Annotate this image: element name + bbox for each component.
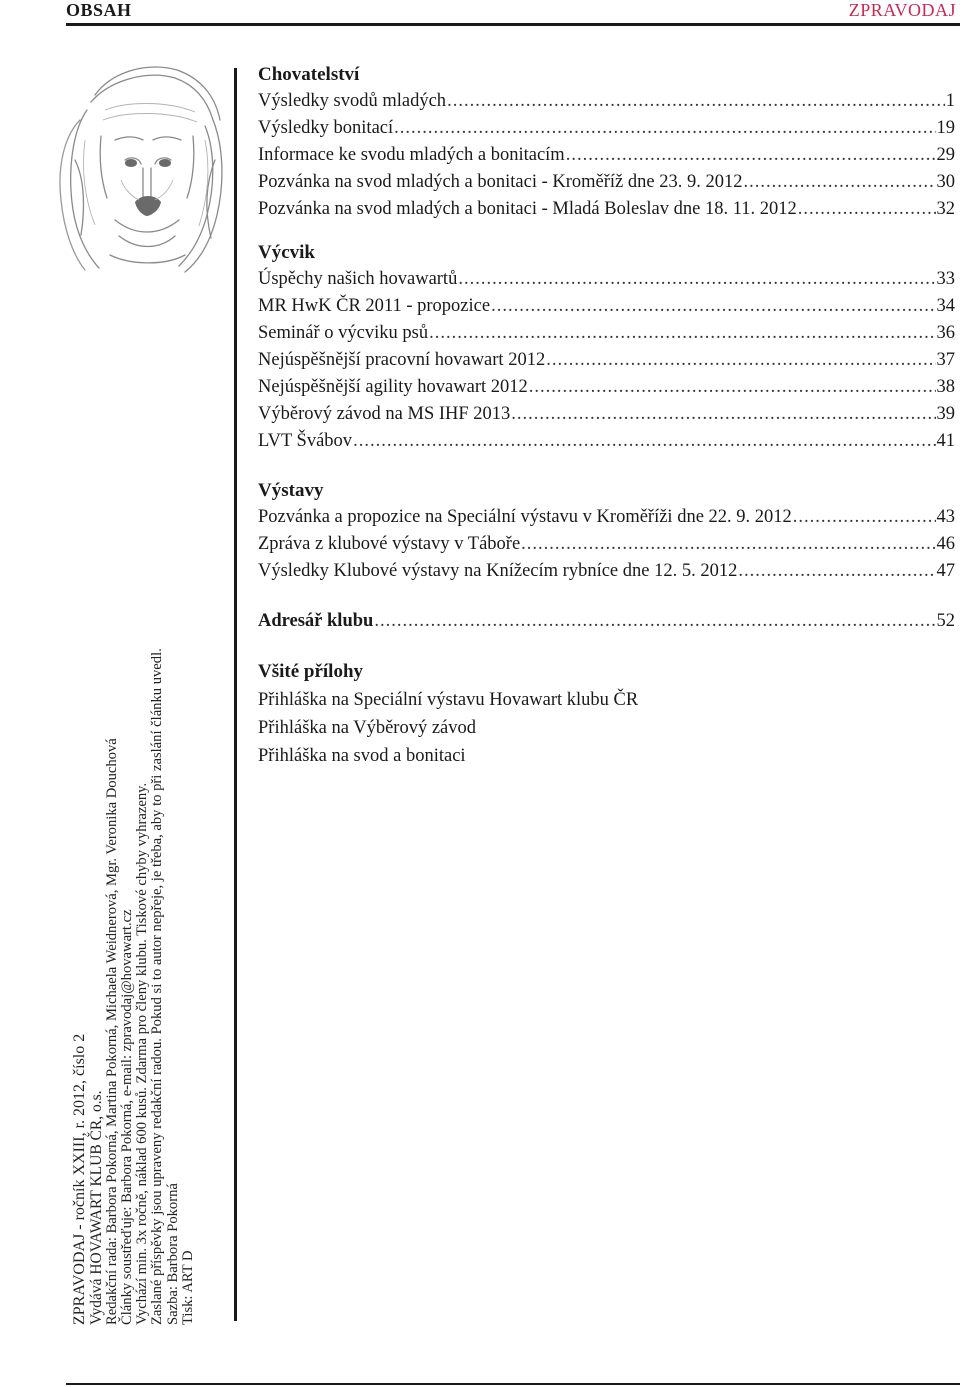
toc-entry[interactable] — [258, 293, 955, 320]
entry-page: 36 — [936, 323, 955, 343]
table-of-contents — [258, 61, 955, 770]
entry-title: MR HwK ČR 2011 - propozice — [258, 296, 491, 316]
colophon-line: Zaslané příspěvky jsou upraveny redakční radou. Pokud si to autor nepřeje, je třeba, aby to při zaslání článku uvedl. — [149, 648, 166, 1325]
colophon-line: Redakční rada: Barbora Pokorná, Martina Pokorná, Michaela Weidnerová, Mgr. Veronika Douchová — [103, 738, 120, 1325]
entry-page: 37 — [936, 350, 955, 370]
toc-section-vystavy — [258, 477, 955, 585]
toc-entry[interactable] — [258, 531, 955, 558]
toc-entry[interactable] — [258, 504, 955, 531]
toc-entry[interactable] — [258, 142, 955, 169]
leader-dots — [798, 196, 936, 223]
section-title: Výstavy — [258, 480, 324, 501]
entry-page: 33 — [936, 269, 955, 289]
entry-page: 41 — [936, 431, 955, 451]
annex-item: Přihláška na Speciální výstavu Hovawart klubu ČR — [258, 690, 639, 710]
toc-entry[interactable] — [258, 88, 955, 115]
entry-page: 30 — [936, 172, 955, 192]
dog-illustration — [55, 40, 227, 275]
toc-entry[interactable] — [258, 428, 955, 455]
colophon — [72, 565, 196, 1325]
leader-dots — [374, 608, 935, 635]
toc-entry[interactable] — [258, 266, 955, 293]
leader-dots — [511, 401, 935, 428]
entry-title: Výběrový závod na MS IHF 2013 — [258, 404, 511, 424]
entry-title: Výsledky Klubové výstavy na Knížecím rybníce dne 12. 5. 2012 — [258, 561, 738, 581]
entry-page: 46 — [936, 534, 955, 554]
entry-title: Úspěchy našich hovawartů — [258, 269, 458, 289]
toc-entry[interactable] — [258, 401, 955, 428]
entry-page: 52 — [936, 611, 955, 631]
entry-title: Nejúspěšnější agility hovawart 2012 — [258, 377, 528, 397]
entry-page: 29 — [936, 145, 955, 165]
toc-section-chovatelstvi — [258, 61, 955, 223]
entry-page: 39 — [936, 404, 955, 424]
toc-section-vycvik — [258, 239, 955, 455]
colophon-line: Vychází min. 3x ročně, náklad 600 kusů. Zdarma pro členy klubu. Tiskové chyby vyhrazeny. — [134, 782, 151, 1325]
leader-dots — [458, 266, 935, 293]
leader-dots — [529, 374, 936, 401]
section-label: OBSAH — [66, 0, 132, 20]
entry-title: LVT Švábov — [258, 431, 353, 451]
entry-title: Pozvánka na svod mladých a bonitaci - Kroměříž dne 23. 9. 2012 — [258, 172, 743, 192]
leader-dots — [743, 169, 935, 196]
entry-page: 19 — [936, 118, 955, 138]
entry-page: 43 — [936, 507, 955, 527]
toc-entry-adresar[interactable] — [258, 608, 955, 635]
entry-title: Nejúspěšnější pracovní hovawart 2012 — [258, 350, 546, 370]
entry-page: 1 — [945, 91, 955, 111]
annex-item: Přihláška na svod a bonitaci — [258, 746, 466, 766]
entry-title: Adresář klubu — [258, 611, 374, 631]
entry-title: Zpráva z klubové výstavy v Táboře — [258, 534, 521, 554]
entry-title: Výsledky bonitací — [258, 118, 394, 138]
toc-entry[interactable] — [258, 169, 955, 196]
entry-page: 34 — [936, 296, 955, 316]
section-title: Všité přílohy — [258, 661, 364, 682]
leader-dots — [738, 558, 935, 585]
toc-entry[interactable] — [258, 115, 955, 142]
leader-dots — [429, 320, 935, 347]
leader-dots — [521, 531, 935, 558]
section-title: Chovatelství — [258, 64, 360, 85]
colophon-line: Články soustřeďuje: Barbora Pokorná, e-mail: zpravodaj@hovawart.cz — [118, 909, 135, 1325]
leader-dots — [546, 347, 935, 374]
section-title: Výcvik — [258, 242, 315, 263]
toc-entry[interactable] — [258, 347, 955, 374]
toc-entry[interactable] — [258, 320, 955, 347]
entry-page: 47 — [936, 561, 955, 581]
leader-dots — [353, 428, 935, 455]
leader-dots — [447, 88, 945, 115]
entry-title: Pozvánka na svod mladých a bonitaci - Mladá Boleslav dne 18. 11. 2012 — [258, 199, 797, 219]
leader-dots — [793, 504, 936, 531]
entry-page: 38 — [936, 377, 955, 397]
colophon-line: Vydává HOVAWART KLUB ČR, o.s. — [87, 1090, 105, 1325]
leader-dots — [566, 142, 936, 169]
leader-dots — [491, 293, 935, 320]
header-rule — [66, 23, 960, 26]
column-divider — [234, 68, 237, 1321]
toc-section-prilohy — [258, 658, 955, 770]
publication-name: ZPRAVODAJ — [848, 0, 956, 20]
entry-title: Seminář o výcviku psů — [258, 323, 429, 343]
colophon-line: ZPRAVODAJ - ročník XXIII, r. 2012, číslo 2 — [71, 1033, 88, 1325]
colophon-line: Sazba: Barbora Pokorná — [164, 1183, 181, 1325]
toc-entry[interactable] — [258, 374, 955, 401]
toc-entry[interactable] — [258, 558, 955, 585]
entry-title: Výsledky svodů mladých — [258, 91, 447, 111]
colophon-line: Tisk: ART D — [179, 1250, 196, 1325]
entry-title: Informace ke svodu mladých a bonitacím — [258, 145, 565, 165]
entry-page: 32 — [936, 199, 955, 219]
leader-dots — [394, 115, 935, 142]
toc-entry[interactable] — [258, 196, 955, 223]
footer-rule — [66, 1383, 960, 1385]
entry-title: Pozvánka a propozice na Speciální výstavu v Kroměříži dne 22. 9. 2012 — [258, 507, 792, 527]
annex-item: Přihláška na Výběrový závod — [258, 718, 477, 738]
